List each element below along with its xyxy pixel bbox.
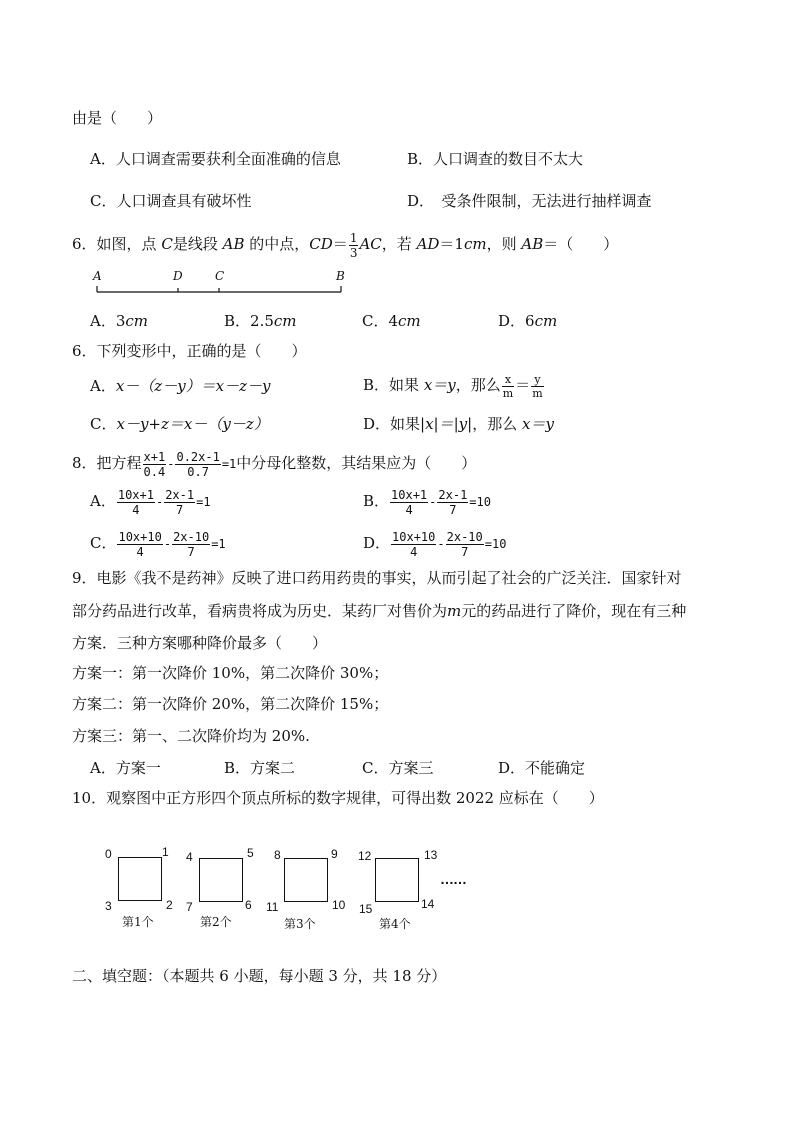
q6a-stem: 6．如图，点 C是线段 AB 的中点，CD＝ $\frac{1}{3}$ AC，若 AD＝1cm，则 AB＝（ ） (72, 230, 619, 260)
square-4-label: 第4个 (379, 917, 411, 931)
q8-option-b: B． $\frac{10x+1}{4}$ - $\frac{2x-1}{7}$ =10 (363, 487, 491, 517)
square-1-bl: 3 (105, 899, 112, 913)
q9-option-c: C．方案三 (362, 759, 434, 777)
square-4-br: 14 (421, 897, 435, 911)
point-c-label: C (215, 269, 225, 283)
q8-stem: 8．把方程 $\frac{x+1}{0.4}$ - $\frac{0.2x-1}{0.7}$ =1中分母化整数，其结果应为（ ） (72, 449, 477, 479)
q9-option-b: B．方案二 (224, 759, 296, 777)
q9-line1: 9．电影《我不是药神》反映了进口药用药贵的事实，从而引起了社会的广泛关注．国家针对 (72, 569, 682, 587)
q9-plan1: 方案一：第一次降价 10%，第二次降价 30%； (72, 664, 389, 682)
q5-option-d: D． 受条件限制，无法进行抽样调查 (407, 192, 652, 210)
square-4-tr: 13 (424, 848, 438, 862)
square-3-tl: 8 (274, 848, 281, 862)
q6a-option-d: D．6cm (498, 312, 558, 330)
square-1 (118, 857, 162, 901)
q8-option-a: A． $\frac{10x+1}{4}$ - $\frac{2x-1}{7}$ =1 (90, 487, 211, 517)
q6b-option-c: C．x－y+z＝x－（y－z） (90, 415, 269, 433)
q5-stem-tail: 由是（ ） (72, 109, 163, 127)
q6b-option-a: A．x－（z－y）＝x－z－y (90, 377, 271, 395)
square-4-bl: 15 (359, 902, 373, 916)
square-4-tl: 12 (358, 849, 372, 863)
square-2-bl: 7 (186, 900, 193, 914)
q9-line3: 方案．三种方案哪种降价最多（ ） (72, 634, 328, 652)
square-2-label: 第2个 (200, 915, 232, 929)
square-1-label: 第1个 (122, 915, 154, 929)
square-2-br: 6 (245, 898, 252, 912)
square-1-tl: 0 (105, 847, 112, 861)
square-2-tr: 5 (247, 846, 254, 860)
square-2-tl: 4 (186, 850, 193, 864)
point-d-label: D (173, 269, 183, 283)
square-2 (199, 858, 243, 902)
q9-plan2: 方案二：第一次降价 20%，第二次降价 15%； (72, 695, 389, 713)
line-segment-ab (90, 283, 350, 297)
square-3-bl: 11 (266, 900, 279, 914)
square-4 (375, 858, 419, 902)
q9-option-d: D．不能确定 (498, 759, 586, 777)
q5-option-c: C．人口调查具有破坏性 (90, 192, 252, 210)
section-2-heading: 二、填空题：（本题共 6 小题，每小题 3 分，共 18 分） (72, 967, 447, 985)
continuation-dots: …… (440, 871, 466, 887)
q6b-stem: 6．下列变形中，正确的是（ ） (72, 342, 307, 360)
square-3-tr: 9 (331, 847, 338, 861)
q9-line2: 部分药品进行改革，看病贵将成为历史．某药厂对售价为m元的药品进行了降价，现在有三种 (72, 602, 687, 620)
square-3 (284, 858, 328, 902)
q6a-option-a: A．3cm (90, 312, 149, 330)
square-1-tr: 1 (162, 845, 169, 859)
q9-option-a: A．方案一 (90, 759, 161, 777)
q9-plan3: 方案三：第一、二次降价均为 20%. (72, 727, 310, 745)
q6a-fraction: $\frac{1}{3}$ (349, 230, 358, 260)
q6a-option-c: C．4cm (362, 312, 421, 330)
q8-option-d: D． $\frac{10x+10}{4}$ - $\frac{2x-10}{7}$ =10 (363, 529, 507, 559)
q10-stem: 10．观察图中正方形四个顶点所标的数字规律，可得出数 2022 应标在（ ） (72, 789, 604, 807)
point-b-label: B (336, 269, 345, 283)
q6b-option-b: B．如果 x＝y，那么 $\frac{x}{m}$ ＝ $\frac{y}{m}$ (363, 372, 543, 400)
square-1-br: 2 (166, 898, 173, 912)
square-3-br: 10 (332, 898, 346, 912)
q5-option-a: A．人口调查需要获利全面准确的信息 (90, 150, 341, 168)
q8-option-c: C． $\frac{10x+10}{4}$ - $\frac{2x-10}{7}$ =1 (90, 529, 226, 559)
q5-option-b: B．人口调查的数目不太大 (407, 150, 584, 168)
q6a-option-b: B．2.5cm (224, 312, 297, 330)
q6b-option-d: D．如果|x|＝|y|，那么 x＝y (363, 415, 554, 433)
point-a-label: A (93, 269, 102, 283)
square-3-label: 第3个 (284, 917, 316, 931)
